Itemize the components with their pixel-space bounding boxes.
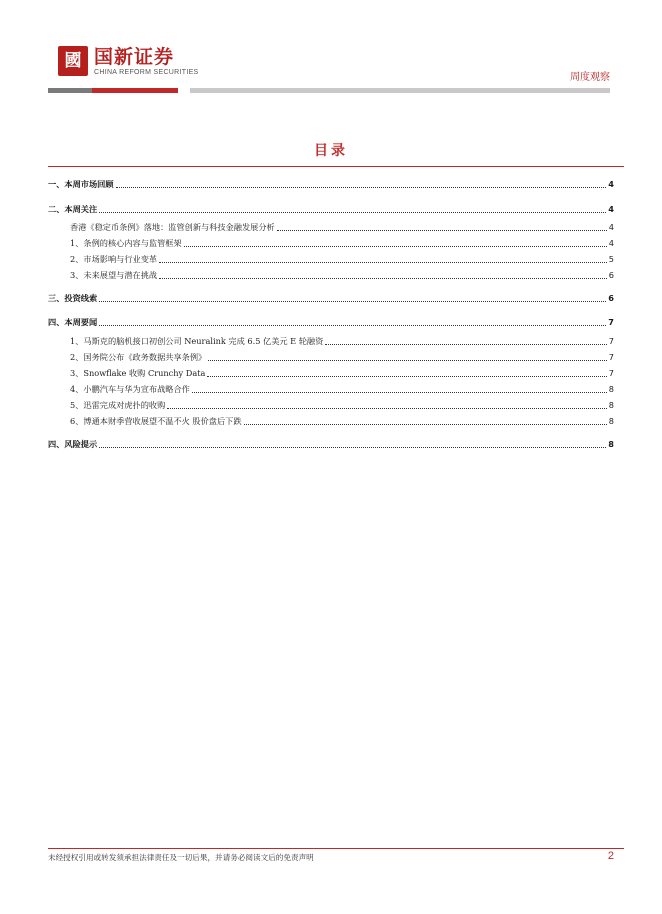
logo-text <box>94 46 199 77</box>
logo-mark-icon <box>58 46 88 76</box>
toc-entry-page: 4 <box>608 204 614 214</box>
toc-leader <box>116 186 607 188</box>
toc-entry[interactable] <box>48 413 614 427</box>
toc-entry-page: 6 <box>608 293 614 303</box>
toc-entry-label: 1、条例的核心内容与监管框架 <box>70 238 182 248</box>
toc-leader <box>99 300 606 302</box>
toc-entry-page: 7 <box>608 352 614 362</box>
toc-entry-label: 香港《稳定币条例》落地：监管创新与科技金融发展分析 <box>70 222 275 232</box>
toc-entry-label: 3、未来展望与潜在挑战 <box>70 270 158 280</box>
toc-entry-page: 8 <box>608 384 614 394</box>
toc-leader <box>325 343 606 345</box>
toc-entry-label: 5、迅雷完成对虎扑的收购 <box>70 400 166 410</box>
toc-leader <box>277 229 607 231</box>
toc-entry-page: 4 <box>608 238 614 248</box>
toc-entry-page: 4 <box>608 222 614 232</box>
toc-leader <box>159 277 607 279</box>
toc-entry-label: 1、马斯克的脑机接口初创公司 Neuralink 完成 6.5 亿美元 E 轮融资 <box>70 336 324 346</box>
toc-entry[interactable] <box>48 333 614 347</box>
toc-leader <box>208 359 607 361</box>
toc-leader <box>99 446 606 448</box>
toc-leader <box>244 423 607 425</box>
toc-leader <box>192 391 607 393</box>
toc-entry-page: 6 <box>608 270 614 280</box>
toc-entry[interactable] <box>48 235 614 249</box>
toc-title: 目录 <box>314 143 348 159</box>
report-type: 周度观察 <box>570 72 610 83</box>
toc-entry-label: 6、博通本财季营收展望不温不火 股价盘后下跌 <box>70 416 242 426</box>
header-bar-light <box>190 88 610 93</box>
toc-entry-label: 4、小鹏汽车与华为宣布战略合作 <box>70 384 190 394</box>
toc-entry-label: 2、市场影响与行业变革 <box>70 254 158 264</box>
toc-entry-label: 二、本周关注 <box>48 204 98 214</box>
toc-leader <box>99 324 606 326</box>
page-number: 2 <box>607 850 614 862</box>
logo-glyph: 國 <box>64 51 82 71</box>
toc-entry[interactable] <box>48 290 614 304</box>
toc-entry[interactable] <box>48 365 614 379</box>
toc-entry[interactable] <box>48 267 614 281</box>
company-logo <box>58 44 199 78</box>
toc-entry-page: 7 <box>608 336 614 346</box>
toc-entry[interactable] <box>48 201 614 215</box>
toc-entry[interactable] <box>48 314 614 328</box>
toc-leader <box>207 375 606 377</box>
toc-entry[interactable] <box>48 176 614 190</box>
toc-entry-page: 4 <box>608 179 614 189</box>
toc-entry-label: 3、Snowflake 收购 Crunchy Data <box>70 368 206 378</box>
toc-leader <box>159 261 607 263</box>
toc-leader <box>99 211 606 213</box>
toc-leader <box>167 407 607 409</box>
toc-entry[interactable] <box>48 436 614 450</box>
toc-entry-page: 8 <box>608 416 614 426</box>
toc-entry-page: 7 <box>608 317 614 327</box>
toc-entry-page: 7 <box>608 368 614 378</box>
toc-leader <box>184 245 607 247</box>
title-divider <box>48 166 624 167</box>
toc-entry-page: 8 <box>608 400 614 410</box>
toc-entry[interactable] <box>48 219 614 233</box>
toc-entry-label: 四、风险提示 <box>48 439 98 449</box>
footer-disclaimer: 未经授权引用或转发须承担法律责任及一切后果，并请务必阅读文后的免责声明 <box>48 853 314 862</box>
logo-name-cn: 国新证券 <box>94 45 175 68</box>
logo-name-en: CHINA REFORM SECURITIES <box>94 68 199 76</box>
toc-entry-label: 2、国务院公布《政务数据共享条例》 <box>70 352 207 362</box>
toc-entry-page: 5 <box>608 254 614 264</box>
toc-entry[interactable] <box>48 381 614 395</box>
footer-divider <box>48 848 624 849</box>
header-bar-red <box>92 88 178 93</box>
toc-entry[interactable] <box>48 397 614 411</box>
toc-entry[interactable] <box>48 349 614 363</box>
toc-entry-page: 8 <box>608 439 614 449</box>
toc-entry-label: 一、本周市场回顾 <box>48 179 114 189</box>
header-bar-dark <box>48 88 92 93</box>
toc-entry[interactable] <box>48 251 614 265</box>
toc-entry-label: 三、投资线索 <box>48 293 98 303</box>
toc-entry-label: 四、本周要闻 <box>48 317 98 327</box>
